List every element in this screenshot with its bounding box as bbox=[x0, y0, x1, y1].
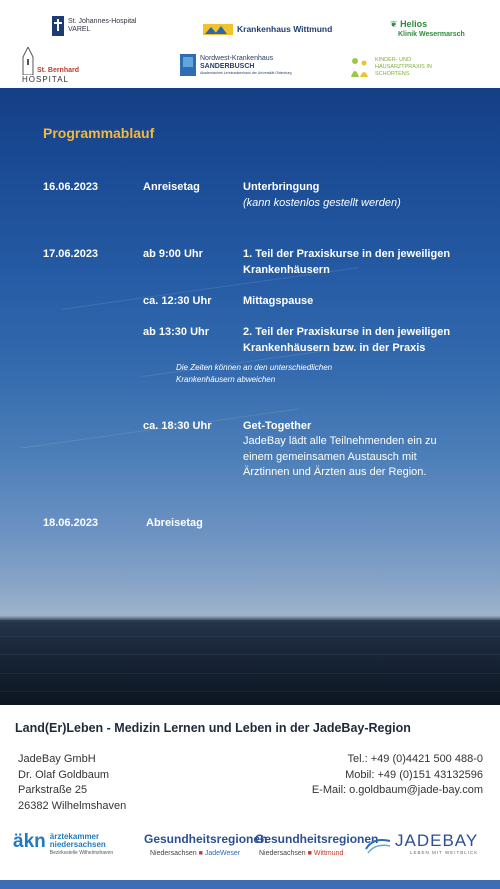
logo-kinder-line2: HAUSARZTPRAXIS IN bbox=[375, 63, 432, 70]
day3-date: 18.06.2023 bbox=[43, 517, 99, 529]
address-line: Dr. Olaf Goldbaum bbox=[18, 768, 110, 781]
day1-label: Anreisetag bbox=[143, 181, 200, 193]
header-logos bbox=[0, 0, 500, 88]
logo-kinder-hausarztpraxis bbox=[349, 56, 432, 78]
logo-nordwest-line2: SANDERBUSCH bbox=[200, 62, 255, 70]
gr-wittmund-region: Wittmund bbox=[313, 850, 344, 857]
logo-kinder-line3: SCHORTENS bbox=[375, 70, 410, 77]
day2-time1: ab 9:00 Uhr bbox=[143, 248, 203, 260]
gr-jadeweser-title: Gesundheitsregionen bbox=[144, 832, 268, 846]
church-tower-icon bbox=[22, 47, 34, 75]
family-figures-icon bbox=[349, 56, 371, 78]
footer bbox=[0, 705, 500, 889]
logo-aekn-mark: äkn bbox=[13, 831, 46, 852]
day2-item4-desc-line2: einem gemeinsamen Austausch mit bbox=[243, 451, 417, 463]
day3-label: Abreisetag bbox=[146, 517, 203, 529]
logo-aekn-line3: Bezirksstelle Wilhelmshaven bbox=[49, 850, 114, 856]
address-line: JadeBay GmbH bbox=[18, 753, 96, 765]
logo-helios-line1: Helios bbox=[400, 19, 428, 29]
logo-kinder-line1: KINDER- UND bbox=[375, 56, 412, 63]
jadebay-wave-icon bbox=[365, 835, 391, 855]
logo-krankenhaus-wittmund bbox=[203, 22, 332, 36]
day2-time4: ca. 18:30 Uhr bbox=[143, 420, 212, 432]
day1-note: (kann kostenlos gestellt werden) bbox=[243, 197, 401, 209]
footer-address bbox=[18, 752, 126, 814]
hospital-cross-icon bbox=[52, 16, 64, 36]
logo-nordwest-line3: Akademisches Lehrkrankenhaus der Universität Oldenburg bbox=[200, 70, 292, 75]
day2-item2: Mittagspause bbox=[243, 295, 314, 307]
logo-nordwest-line1: Nordwest-Krankenhaus bbox=[200, 54, 274, 62]
logo-jadebay-slogan: LEBEN MIT WEITBLICK bbox=[410, 850, 479, 855]
logo-gesundheitsregionen-wittmund bbox=[255, 833, 378, 858]
day2-time3: ab 13:30 Uhr bbox=[143, 326, 210, 338]
logo-st-johannes-line2: VAREL bbox=[68, 26, 91, 33]
helios-leaf-icon: ❦ bbox=[390, 19, 398, 29]
contact-email[interactable]: E-Mail: o.goldbaum@jade-bay.com bbox=[311, 784, 483, 796]
programme-panel bbox=[0, 88, 500, 705]
logo-nordwest bbox=[180, 54, 292, 76]
coat-of-arms-icon: ■ bbox=[198, 850, 203, 857]
day1-date: 16.06.2023 bbox=[43, 181, 99, 193]
day2-item3-line2: Krankenhäusern bzw. in der Praxis bbox=[243, 342, 426, 354]
coat-of-arms-icon: ■ bbox=[307, 850, 312, 857]
address-line: 26382 Wilhelmshaven bbox=[18, 799, 127, 812]
logo-st-bernhard bbox=[22, 47, 79, 84]
day2-item1-line2: Krankenhäusern bbox=[243, 264, 330, 276]
day1-item: Unterbringung bbox=[243, 181, 320, 193]
bottom-bar bbox=[0, 880, 500, 889]
address-line: Parkstraße 25 bbox=[18, 784, 88, 796]
gr-wittmund-title: Gesundheitsregionen bbox=[255, 832, 379, 846]
wittmund-building-icon bbox=[203, 22, 233, 36]
logo-jadebay-title: JADEBAY bbox=[395, 831, 479, 850]
contact-phone[interactable]: Tel.: +49 (0)4421 500 488-0 bbox=[347, 753, 483, 765]
day2-note-line2: Krankenhäusern abweichen bbox=[176, 375, 276, 384]
gr-jadeweser-region: JadeWeser bbox=[204, 850, 241, 857]
logo-st-johannes bbox=[52, 16, 136, 36]
day2-item4-desc-line3: Ärztinnen und Ärzten aus der Region. bbox=[243, 466, 427, 478]
logo-aekn-line2: niedersachsen bbox=[49, 840, 106, 849]
logo-st-bernhard-line1: St. Bernhard bbox=[37, 67, 80, 74]
footer-contact bbox=[312, 752, 483, 799]
logo-helios-line2: Klinik Wesermarsch bbox=[398, 31, 465, 38]
nordwest-logo-icon bbox=[180, 54, 196, 76]
programme-title: Programmablauf bbox=[43, 125, 155, 141]
contact-mobile[interactable]: Mobil: +49 (0)151 43132596 bbox=[345, 768, 483, 781]
day2-item4: Get-Together bbox=[243, 420, 312, 432]
day2-note-line1: Die Zeiten können an den unterschiedlichen bbox=[176, 363, 333, 372]
day2-date: 17.06.2023 bbox=[43, 248, 99, 260]
logo-helios bbox=[390, 19, 465, 38]
gr-wittmund-state: Niedersachsen bbox=[259, 850, 306, 857]
footer-title: Land(Er)Leben - Medizin Lernen und Leben in der JadeBay-Region bbox=[15, 721, 411, 735]
day2-item1-line1: 1. Teil der Praxiskurse in den jeweiligen bbox=[243, 248, 451, 260]
logo-gesundheitsregionen-jadeweser bbox=[144, 833, 267, 858]
logo-st-johannes-line1: St. Johannes-Hospital bbox=[68, 18, 137, 25]
logo-aekn-line1: ärztekammer bbox=[49, 832, 100, 841]
day2-time2: ca. 12:30 Uhr bbox=[143, 295, 212, 307]
logo-st-bernhard-line2: HOSPITAL bbox=[22, 75, 69, 84]
horizon-line bbox=[0, 620, 500, 622]
logo-aekn bbox=[13, 833, 113, 857]
logo-jadebay bbox=[365, 833, 478, 856]
logo-krankenhaus-wittmund-text: Krankenhaus Wittmund bbox=[237, 24, 333, 34]
day2-item3-line1: 2. Teil der Praxiskurse in den jeweiligen bbox=[243, 326, 451, 338]
gr-jadeweser-state: Niedersachsen bbox=[150, 850, 197, 857]
day2-item4-desc-line1: JadeBay lädt alle Teilnehmenden ein zu bbox=[243, 435, 437, 447]
